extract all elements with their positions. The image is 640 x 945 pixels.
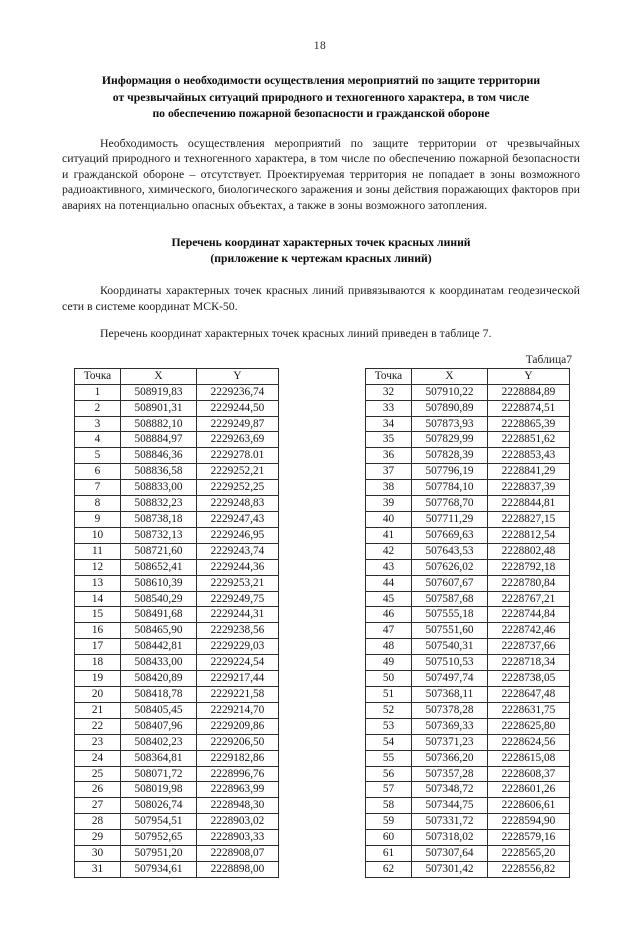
document-title-line-3: по обеспечению пожарной безопасности и гражданской обороне xyxy=(152,107,490,120)
cell-y: 2228625,80 xyxy=(488,718,570,734)
cell-point: 33 xyxy=(366,400,412,416)
table-row xyxy=(366,448,570,464)
cell-x: 508540,29 xyxy=(121,591,197,607)
cell-y: 2228908,07 xyxy=(197,846,279,862)
cell-x: 507828,39 xyxy=(412,448,488,464)
table-row xyxy=(75,607,279,623)
cell-y: 2229252,21 xyxy=(197,464,279,480)
cell-x: 508491,68 xyxy=(121,607,197,623)
cell-point: 40 xyxy=(366,512,412,528)
cell-y: 2228827,15 xyxy=(488,512,570,528)
cell-y: 2228606,61 xyxy=(488,798,570,814)
cell-x: 508442,81 xyxy=(121,639,197,655)
table-row xyxy=(366,782,570,798)
cell-point: 26 xyxy=(75,782,121,798)
table-row xyxy=(366,639,570,655)
cell-point: 38 xyxy=(366,480,412,496)
table-row xyxy=(75,623,279,639)
cell-y: 2229249,75 xyxy=(197,591,279,607)
cell-point: 46 xyxy=(366,607,412,623)
cell-point: 62 xyxy=(366,861,412,877)
cell-y: 2228844,81 xyxy=(488,496,570,512)
cell-x: 507540,31 xyxy=(412,639,488,655)
cell-x: 508610,39 xyxy=(121,575,197,591)
cell-point: 18 xyxy=(75,655,121,671)
cell-y: 2228898,00 xyxy=(197,861,279,877)
cell-y: 2229244,36 xyxy=(197,559,279,575)
cell-x: 508465,90 xyxy=(121,623,197,639)
cell-y: 2229182,86 xyxy=(197,750,279,766)
cell-y: 2229244,31 xyxy=(197,607,279,623)
cell-y: 2229238,56 xyxy=(197,623,279,639)
cell-y: 2229263,69 xyxy=(197,432,279,448)
cell-y: 2228579,16 xyxy=(488,830,570,846)
cell-y: 2229221,58 xyxy=(197,686,279,702)
cell-x: 507643,53 xyxy=(412,543,488,559)
cell-y: 2228903,02 xyxy=(197,814,279,830)
table-row xyxy=(366,861,570,877)
section-title-line-1: Перечень координат характерных точек красных линий xyxy=(171,236,471,250)
cell-x: 508833,00 xyxy=(121,480,197,496)
table-row xyxy=(366,655,570,671)
table-row xyxy=(366,623,570,639)
paragraph-coordinate-system: Координаты характерных точек красных линий привязываются к координатам геодезической сети в системе координат МСК-50. xyxy=(62,283,580,314)
cell-x: 508433,00 xyxy=(121,655,197,671)
table-row xyxy=(366,464,570,480)
cell-point: 49 xyxy=(366,655,412,671)
cell-point: 36 xyxy=(366,448,412,464)
cell-point: 19 xyxy=(75,671,121,687)
cell-x: 508402,23 xyxy=(121,734,197,750)
cell-x: 508071,72 xyxy=(121,766,197,782)
cell-y: 2229252,25 xyxy=(197,480,279,496)
page-number: 18 xyxy=(313,40,327,52)
table-row xyxy=(366,734,570,750)
table-row xyxy=(75,655,279,671)
cell-y: 2228963,99 xyxy=(197,782,279,798)
table-row xyxy=(75,718,279,734)
table-row xyxy=(366,814,570,830)
cell-y: 2228812,54 xyxy=(488,527,570,543)
column-header-x: X xyxy=(121,368,197,384)
cell-point: 20 xyxy=(75,686,121,702)
cell-y: 2228884,89 xyxy=(488,384,570,400)
cell-point: 5 xyxy=(75,448,121,464)
cell-y: 2229209,86 xyxy=(197,718,279,734)
cell-y: 2228837,39 xyxy=(488,480,570,496)
cell-point: 12 xyxy=(75,559,121,575)
cell-point: 55 xyxy=(366,750,412,766)
table-row xyxy=(75,512,279,528)
cell-point: 8 xyxy=(75,496,121,512)
table-row xyxy=(366,512,570,528)
cell-x: 507510,53 xyxy=(412,655,488,671)
cell-point: 3 xyxy=(75,416,121,432)
table-row xyxy=(366,798,570,814)
cell-y: 2229229,03 xyxy=(197,639,279,655)
table-row xyxy=(366,686,570,702)
cell-x: 507357,28 xyxy=(412,766,488,782)
table-row xyxy=(366,718,570,734)
table-row xyxy=(75,846,279,862)
table-row xyxy=(366,527,570,543)
table-header-row xyxy=(75,368,279,384)
page-content xyxy=(0,73,640,878)
table-row xyxy=(75,480,279,496)
table-row xyxy=(75,671,279,687)
cell-point: 60 xyxy=(366,830,412,846)
cell-y: 2228802,48 xyxy=(488,543,570,559)
table-row xyxy=(75,782,279,798)
cell-point: 30 xyxy=(75,846,121,862)
table-row xyxy=(366,750,570,766)
cell-y: 2228624,56 xyxy=(488,734,570,750)
cell-x: 507951,20 xyxy=(121,846,197,862)
table-row xyxy=(366,432,570,448)
cell-point: 61 xyxy=(366,846,412,862)
cell-x: 508846,36 xyxy=(121,448,197,464)
cell-y: 2228851,62 xyxy=(488,432,570,448)
cell-y: 2229248,83 xyxy=(197,496,279,512)
cell-point: 43 xyxy=(366,559,412,575)
cell-y: 2228615,08 xyxy=(488,750,570,766)
table-row xyxy=(75,686,279,702)
coordinates-tables xyxy=(62,368,580,878)
cell-point: 41 xyxy=(366,527,412,543)
cell-x: 508721,60 xyxy=(121,543,197,559)
cell-point: 52 xyxy=(366,702,412,718)
table-row xyxy=(75,432,279,448)
cell-y: 2228601,26 xyxy=(488,782,570,798)
cell-x: 507378,28 xyxy=(412,702,488,718)
table-row xyxy=(366,702,570,718)
cell-y: 2228608,37 xyxy=(488,766,570,782)
section-title-red-lines xyxy=(62,235,580,266)
document-page xyxy=(0,40,640,945)
cell-x: 507307,64 xyxy=(412,846,488,862)
cell-point: 59 xyxy=(366,814,412,830)
table-row xyxy=(75,416,279,432)
cell-x: 508884,97 xyxy=(121,432,197,448)
cell-x: 507910,22 xyxy=(412,384,488,400)
cell-x: 507587,68 xyxy=(412,591,488,607)
cell-y: 2228631,75 xyxy=(488,702,570,718)
table-row xyxy=(75,384,279,400)
cell-x: 507784,10 xyxy=(412,480,488,496)
cell-y: 2228737,66 xyxy=(488,639,570,655)
cell-x: 507331,72 xyxy=(412,814,488,830)
coordinates-table-right xyxy=(365,368,570,878)
cell-x: 508364,81 xyxy=(121,750,197,766)
cell-y: 2229249,87 xyxy=(197,416,279,432)
cell-y: 2228903,33 xyxy=(197,830,279,846)
cell-x: 508919,83 xyxy=(121,384,197,400)
cell-point: 32 xyxy=(366,384,412,400)
cell-point: 1 xyxy=(75,384,121,400)
cell-y: 2228841,29 xyxy=(488,464,570,480)
table-row xyxy=(75,639,279,655)
cell-x: 508738,18 xyxy=(121,512,197,528)
cell-x: 508832,23 xyxy=(121,496,197,512)
cell-x: 507954,51 xyxy=(121,814,197,830)
table-row xyxy=(75,464,279,480)
cell-y: 2229206,50 xyxy=(197,734,279,750)
cell-y: 2228556,82 xyxy=(488,861,570,877)
cell-point: 28 xyxy=(75,814,121,830)
cell-point: 15 xyxy=(75,607,121,623)
cell-x: 508026,74 xyxy=(121,798,197,814)
cell-y: 2228996,76 xyxy=(197,766,279,782)
table-row xyxy=(366,846,570,862)
cell-x: 508407,96 xyxy=(121,718,197,734)
column-header-point: Точка xyxy=(366,368,412,384)
cell-y: 2229243,74 xyxy=(197,543,279,559)
cell-point: 39 xyxy=(366,496,412,512)
cell-point: 2 xyxy=(75,400,121,416)
cell-y: 2228594,90 xyxy=(488,814,570,830)
cell-y: 2229224,54 xyxy=(197,655,279,671)
cell-x: 507368,11 xyxy=(412,686,488,702)
cell-x: 507711,29 xyxy=(412,512,488,528)
cell-x: 507371,23 xyxy=(412,734,488,750)
cell-point: 35 xyxy=(366,432,412,448)
table-row xyxy=(75,527,279,543)
cell-point: 45 xyxy=(366,591,412,607)
cell-x: 507348,72 xyxy=(412,782,488,798)
table-row xyxy=(75,400,279,416)
cell-x: 507366,20 xyxy=(412,750,488,766)
table-row xyxy=(366,671,570,687)
table-header-row xyxy=(366,368,570,384)
cell-y: 2228647,48 xyxy=(488,686,570,702)
table-row xyxy=(366,559,570,575)
cell-point: 25 xyxy=(75,766,121,782)
cell-point: 53 xyxy=(366,718,412,734)
cell-x: 508418,78 xyxy=(121,686,197,702)
cell-y: 2228744,84 xyxy=(488,607,570,623)
cell-point: 57 xyxy=(366,782,412,798)
cell-x: 507669,63 xyxy=(412,527,488,543)
table-row xyxy=(366,416,570,432)
document-title-line-1: Информация о необходимости осуществления мероприятий по защите территории xyxy=(101,74,541,87)
cell-y: 2229253,21 xyxy=(197,575,279,591)
column-header-point: Точка xyxy=(75,368,121,384)
paragraph-emergency-measures: Необходимость осуществления мероприятий по защите территории от чрезвычайных ситуаций природного и техногенного характера, в том числе по обеспечению пожарной безопасности и гражданской обороне – отсутствует. Проектируемая территория не попадает в зоны возможного радиоактивного, химического, биологического заражения и зоны действия поражающих факторов при авариях на потенциально опасных объектах, а также в зоны возможного затопления. xyxy=(62,135,580,212)
cell-y: 2229217,44 xyxy=(197,671,279,687)
cell-point: 6 xyxy=(75,464,121,480)
table-row xyxy=(75,830,279,846)
table-row xyxy=(366,766,570,782)
cell-x: 508652,41 xyxy=(121,559,197,575)
cell-point: 13 xyxy=(75,575,121,591)
cell-point: 24 xyxy=(75,750,121,766)
document-title xyxy=(62,73,580,123)
table-row xyxy=(75,750,279,766)
cell-x: 508836,58 xyxy=(121,464,197,480)
cell-x: 507890,89 xyxy=(412,400,488,416)
table-row xyxy=(75,798,279,814)
table-row xyxy=(75,543,279,559)
document-title-line-2: от чрезвычайных ситуаций природного и техногенного характера, в том числе xyxy=(112,90,530,104)
cell-x: 507301,42 xyxy=(412,861,488,877)
cell-y: 2228780,84 xyxy=(488,575,570,591)
cell-y: 2229236,74 xyxy=(197,384,279,400)
cell-point: 51 xyxy=(366,686,412,702)
cell-y: 2228767,21 xyxy=(488,591,570,607)
cell-x: 507497,74 xyxy=(412,671,488,687)
table-row xyxy=(366,496,570,512)
table-row xyxy=(75,861,279,877)
table-row xyxy=(366,575,570,591)
cell-x: 507344,75 xyxy=(412,798,488,814)
cell-x: 507952,65 xyxy=(121,830,197,846)
table-body-left xyxy=(75,384,279,877)
cell-x: 508732,13 xyxy=(121,527,197,543)
cell-point: 4 xyxy=(75,432,121,448)
paragraph-table-reference: Перечень координат характерных точек красных линий приведен в таблице 7. xyxy=(100,326,492,341)
cell-point: 10 xyxy=(75,527,121,543)
cell-point: 47 xyxy=(366,623,412,639)
table-row xyxy=(366,384,570,400)
table-body-right xyxy=(366,384,570,877)
cell-y: 2229247,43 xyxy=(197,512,279,528)
cell-y: 2228738,05 xyxy=(488,671,570,687)
table-row xyxy=(75,496,279,512)
table-row xyxy=(75,448,279,464)
cell-y: 2228865,39 xyxy=(488,416,570,432)
cell-y: 2229244,50 xyxy=(197,400,279,416)
cell-point: 29 xyxy=(75,830,121,846)
column-header-y: Y xyxy=(197,368,279,384)
table-caption: Таблица7 xyxy=(525,353,572,366)
cell-point: 50 xyxy=(366,671,412,687)
cell-point: 31 xyxy=(75,861,121,877)
cell-x: 508420,89 xyxy=(121,671,197,687)
cell-x: 507768,70 xyxy=(412,496,488,512)
cell-point: 23 xyxy=(75,734,121,750)
section-title-line-2: (приложение к чертежам красных линий) xyxy=(210,251,432,265)
cell-point: 27 xyxy=(75,798,121,814)
table-row xyxy=(366,607,570,623)
cell-point: 42 xyxy=(366,543,412,559)
column-header-y: Y xyxy=(488,368,570,384)
table-row xyxy=(366,591,570,607)
table-row xyxy=(366,480,570,496)
cell-y: 2228874,51 xyxy=(488,400,570,416)
cell-point: 37 xyxy=(366,464,412,480)
cell-point: 11 xyxy=(75,543,121,559)
cell-y: 2228565,20 xyxy=(488,846,570,862)
table-row xyxy=(75,575,279,591)
cell-x: 507551,60 xyxy=(412,623,488,639)
cell-point: 56 xyxy=(366,766,412,782)
cell-point: 44 xyxy=(366,575,412,591)
cell-y: 2228718,34 xyxy=(488,655,570,671)
cell-x: 508405,45 xyxy=(121,702,197,718)
table-row xyxy=(366,830,570,846)
table-row xyxy=(75,591,279,607)
table-row xyxy=(75,702,279,718)
cell-point: 54 xyxy=(366,734,412,750)
cell-x: 507607,67 xyxy=(412,575,488,591)
cell-y: 2228853,43 xyxy=(488,448,570,464)
cell-y: 2229214,70 xyxy=(197,702,279,718)
table-row xyxy=(366,543,570,559)
cell-x: 508019,98 xyxy=(121,782,197,798)
column-header-x: X xyxy=(412,368,488,384)
cell-x: 507626,02 xyxy=(412,559,488,575)
coordinates-table-left xyxy=(74,368,279,878)
table-row xyxy=(75,814,279,830)
cell-x: 508901,31 xyxy=(121,400,197,416)
cell-x: 507796,19 xyxy=(412,464,488,480)
cell-point: 48 xyxy=(366,639,412,655)
table-row xyxy=(75,559,279,575)
table-row xyxy=(366,400,570,416)
cell-y: 2229246,95 xyxy=(197,527,279,543)
cell-x: 507318,02 xyxy=(412,830,488,846)
cell-point: 7 xyxy=(75,480,121,496)
cell-x: 507873,93 xyxy=(412,416,488,432)
cell-x: 508882,10 xyxy=(121,416,197,432)
cell-y: 2228742,46 xyxy=(488,623,570,639)
cell-x: 507934,61 xyxy=(121,861,197,877)
cell-y: 2229278.01 xyxy=(197,448,279,464)
table-row xyxy=(75,734,279,750)
cell-point: 34 xyxy=(366,416,412,432)
cell-point: 9 xyxy=(75,512,121,528)
cell-point: 21 xyxy=(75,702,121,718)
cell-x: 507369,33 xyxy=(412,718,488,734)
cell-point: 58 xyxy=(366,798,412,814)
cell-x: 507829,99 xyxy=(412,432,488,448)
cell-point: 14 xyxy=(75,591,121,607)
cell-y: 2228792,18 xyxy=(488,559,570,575)
cell-x: 507555,18 xyxy=(412,607,488,623)
cell-point: 22 xyxy=(75,718,121,734)
cell-y: 2228948,30 xyxy=(197,798,279,814)
cell-point: 17 xyxy=(75,639,121,655)
cell-point: 16 xyxy=(75,623,121,639)
table-row xyxy=(75,766,279,782)
